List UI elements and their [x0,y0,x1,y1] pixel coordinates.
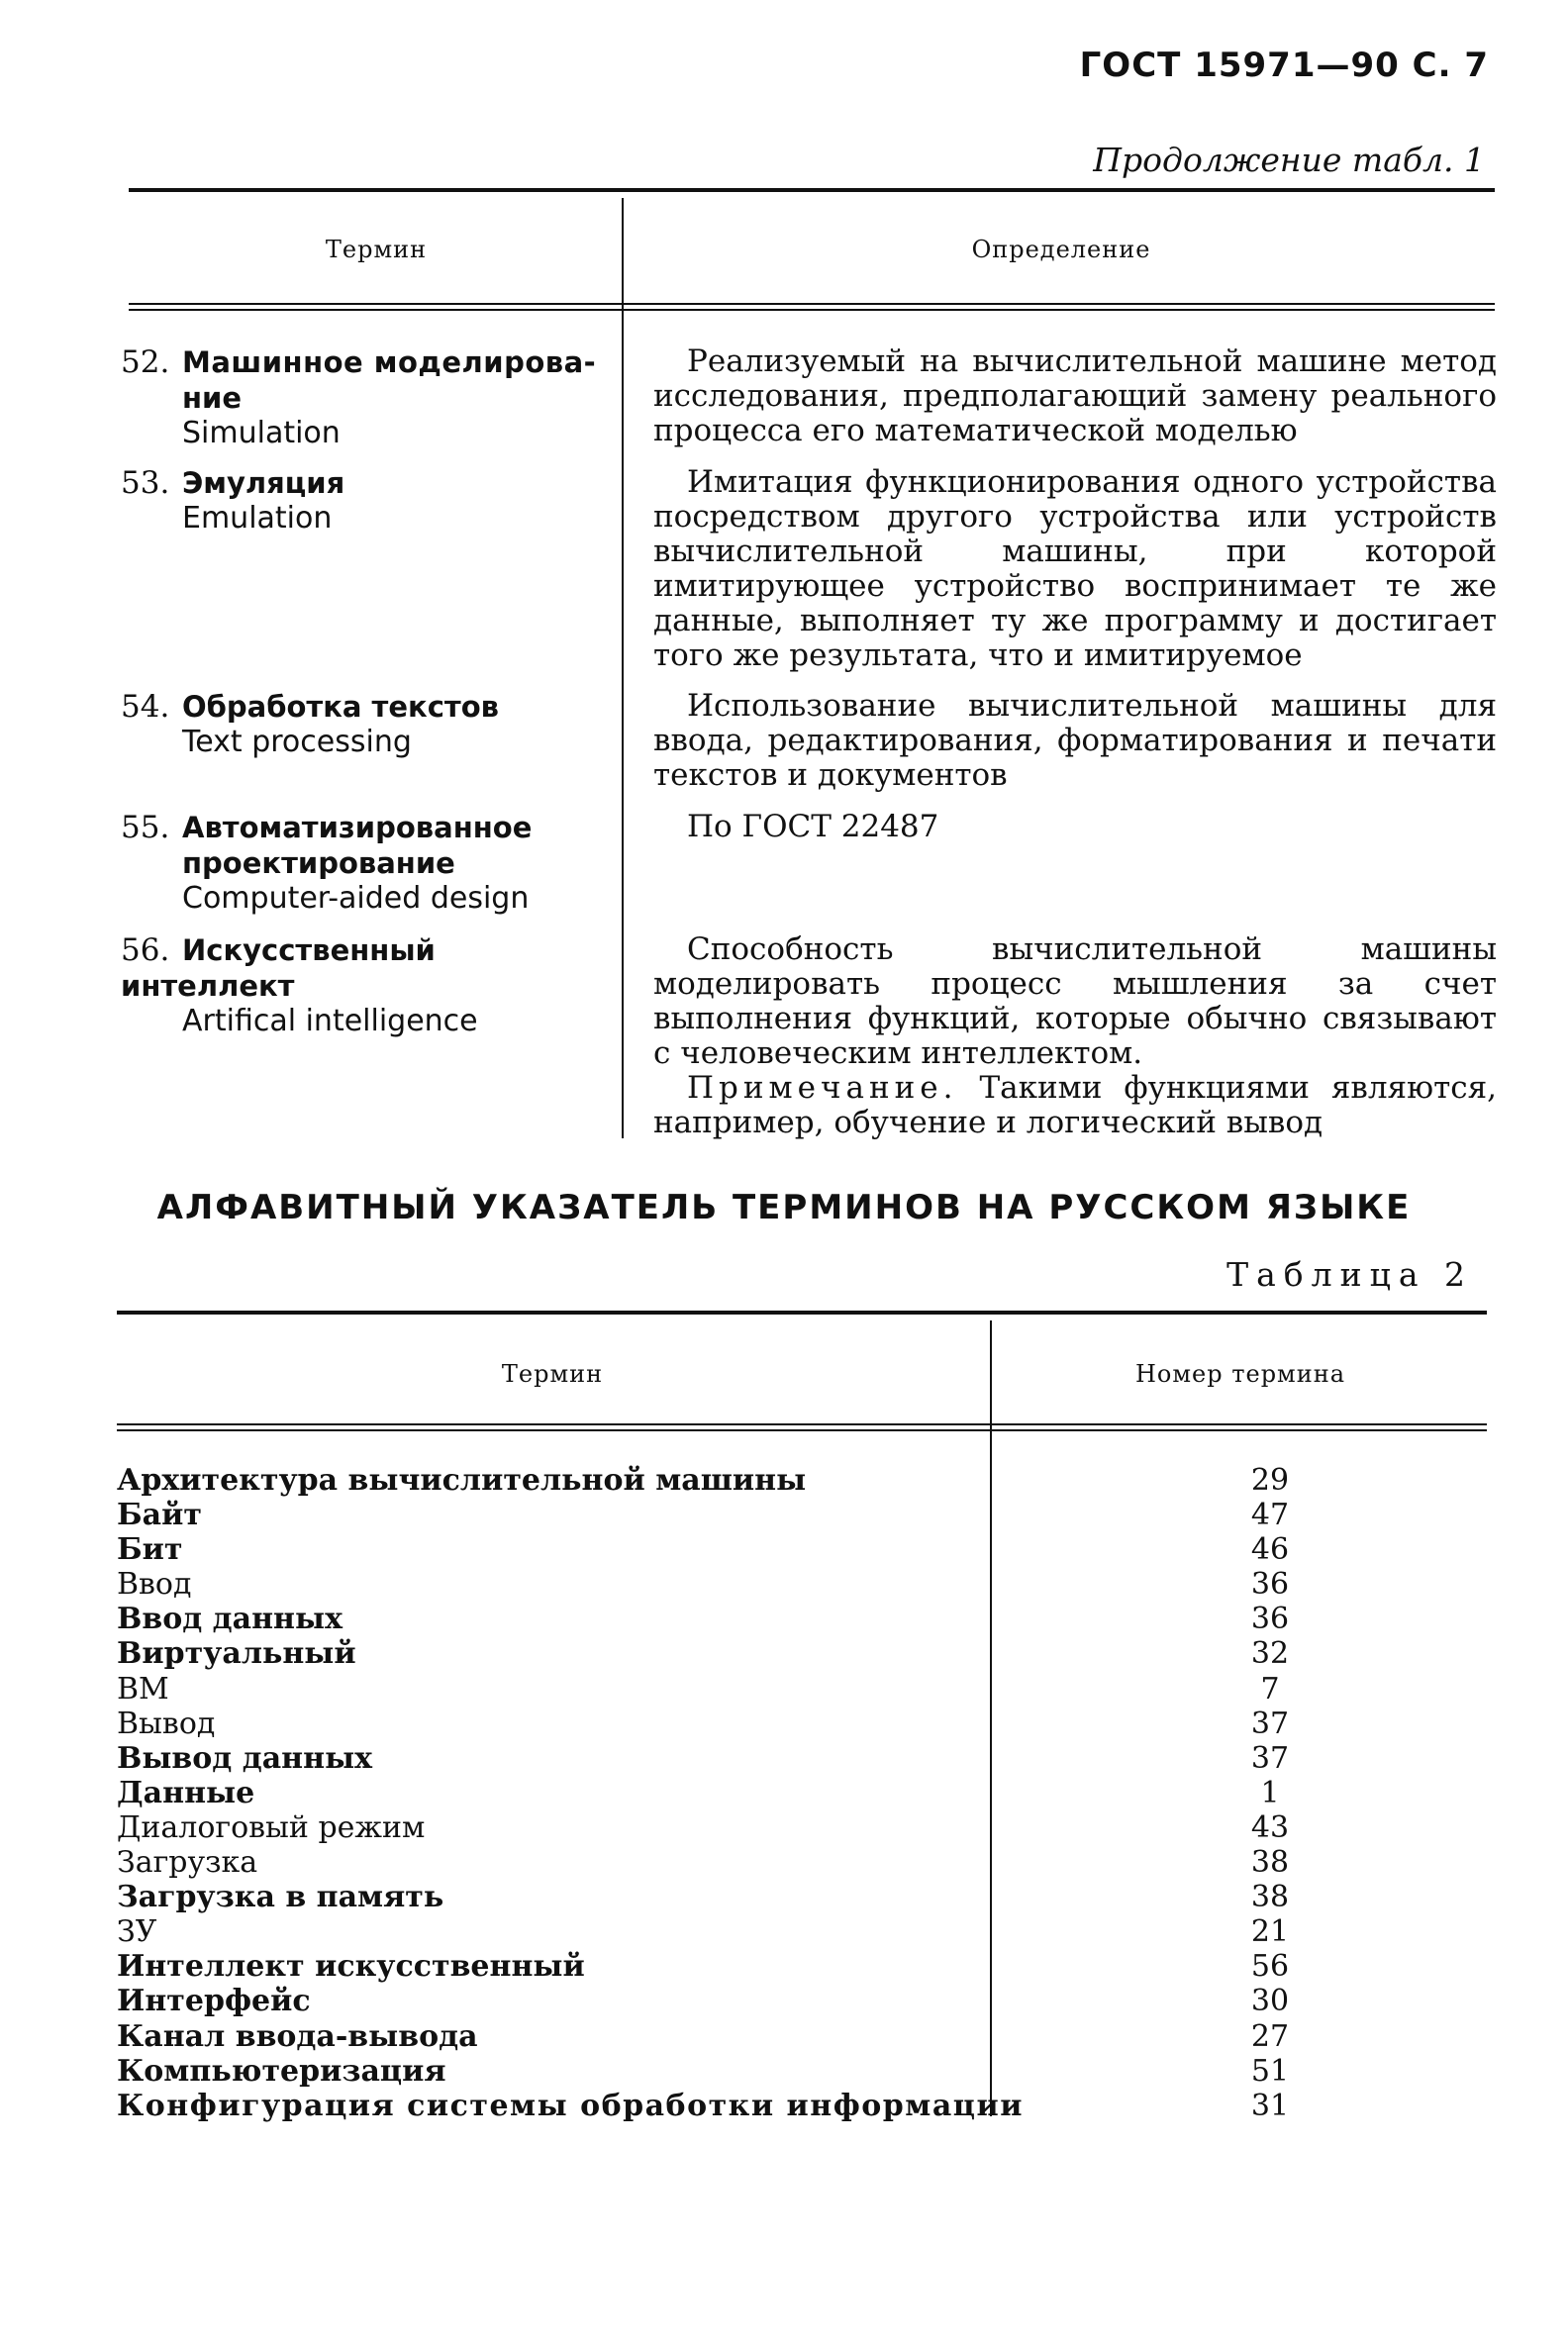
table-row [117,2054,1493,2089]
index-term-number: 43 [1250,1809,1290,1845]
index-term-number: 36 [1250,1567,1290,1603]
term-number: 56. [121,932,170,968]
index-term-number: 38 [1250,1845,1290,1881]
index-term-number: 51 [1250,2053,1290,2089]
definition-text: Способность вычислительной машины моделировать процесс мышления за счет выполнения функций, которые обычно связывают с человеческим интеллектом. [653,931,1497,1071]
note-text: Такими функциями являются, например, обучение и логический вывод [653,1070,1497,1140]
index-term-number: 46 [1250,1532,1290,1568]
term-ru: Обработка текстов [182,690,499,724]
table2-top-rule [117,1311,1487,1315]
index-term: Ввод [117,1567,192,1603]
index-term-number: 37 [1250,1740,1290,1776]
term-en: Text processing [182,725,412,759]
definition-cell [653,465,1497,673]
term-ru-cont: ние [182,381,243,415]
index-term: Байт [117,1498,202,1533]
table2-body [117,1463,1493,2123]
index-term: Вывод данных [117,1740,373,1776]
definition-cell [653,689,1497,793]
index-term: Загрузка в память [117,1880,444,1915]
table-row [117,1776,1493,1810]
index-term: Вывод [117,1706,216,1741]
term-cell [121,932,616,1039]
index-term: ЗУ [117,1914,157,1950]
index-term: Бит [117,1532,183,1568]
table-row [117,1880,1493,1914]
page-header: ГОСТ 15971—90 С. 7 [1079,46,1489,85]
term-number: 55. [121,810,170,845]
term-number: 53. [121,465,170,501]
index-term-number: 30 [1250,1984,1290,2019]
table-row [117,2019,1493,2054]
definition-text: Реализуемый на вычислительной машине метод исследования, предполагающий замену реального процесса его математической моделью [653,343,1497,448]
table1-col-term: Термин [325,236,428,263]
table-row [117,1949,1493,1984]
definition-cell [653,932,1497,1140]
index-term: Архитектура вычислительной машины [117,1463,807,1498]
definition-text: Использование вычислительной машины для ввода, редактирования, форматирования и печати текстов и документов [653,688,1497,793]
index-term: Ввод данных [117,1602,343,1637]
term-number: 52. [121,344,170,380]
definition-cell [653,810,1497,844]
table-continuation-label: Продолжение табл. 1 [1093,141,1485,179]
table-row [117,1741,1493,1776]
index-term-number: 47 [1250,1498,1290,1533]
index-term: Виртуальный [117,1636,356,1672]
term-cell [121,465,616,537]
term-cell [121,344,616,451]
table-row [117,1810,1493,1845]
index-term: Конфигурация системы обработки информации [117,2088,1024,2123]
term-cell [121,689,616,760]
table-row [117,1498,1493,1532]
index-term-number: 31 [1250,2088,1290,2123]
section-title: АЛФАВИТНЫЙ УКАЗАТЕЛЬ ТЕРМИНОВ НА РУССКОМ ЯЗЫКЕ [156,1188,1412,1227]
definition-cell [653,344,1497,448]
table-row [117,1707,1493,1741]
definition-text: Имитация функционирования одного устройства посредством другого устройства или устройств вычислительной машины, при которой имитирующее устройство воспринимает те же данные, выполняет ту же программу и достигает того же результата, что и имитируемое [653,464,1497,673]
table-row [117,1845,1493,1880]
table2-col-term: Термин [501,1360,604,1388]
term-ru: Машинное моделирова- [182,345,597,379]
note-label: Примечание. [687,1070,958,1106]
index-term-number: 1 [1260,1775,1280,1810]
index-term: Компьютеризация [117,2053,446,2089]
table-row [117,1672,1493,1707]
term-en: Artifical intelligence [182,1004,478,1038]
index-term: Канал ввода-вывода [117,2018,478,2054]
index-term: Загрузка [117,1845,258,1881]
table1-header-rule-2 [129,309,1495,311]
table-row [117,1463,1493,1498]
table1-column-divider [622,198,624,1138]
index-term-number: 21 [1250,1914,1290,1950]
table-row [117,1532,1493,1567]
index-term-number: 27 [1250,2018,1290,2054]
index-term-number: 56 [1250,1949,1290,1985]
index-term: Диалоговый режим [117,1809,426,1845]
table1-col-definition: Определение [971,236,1151,263]
term-en: Simulation [182,416,341,450]
table1-header-rule [129,303,1495,305]
table-row [117,1602,1493,1636]
table-row [117,2089,1493,2123]
definition-text: По ГОСТ 22487 [687,809,939,844]
term-ru-cont: проектирование [182,846,455,880]
index-term-number: 32 [1250,1636,1290,1672]
index-term-number: 29 [1250,1463,1290,1498]
index-term: Данные [117,1775,255,1810]
term-en: Computer-aided design [182,881,530,916]
table2-label: Таблица 2 [1226,1255,1473,1294]
term-cell [121,810,616,917]
index-term: ВМ [117,1671,169,1707]
table2-header-rule [117,1423,1487,1425]
term-number: 54. [121,689,170,725]
index-term-number: 38 [1250,1880,1290,1915]
index-term-number: 7 [1260,1671,1280,1707]
index-term-number: 36 [1250,1602,1290,1637]
table1-top-rule [129,188,1495,192]
table-row [117,1914,1493,1949]
table2-col-number: Номер термина [1134,1360,1346,1388]
table2-header-rule-2 [117,1429,1487,1431]
index-term: Интерфейс [117,1984,311,2019]
term-ru: Автоматизированное [182,811,533,844]
term-ru: Искусственный интеллект [121,933,436,1003]
table-row [117,1636,1493,1671]
index-term-number: 37 [1250,1706,1290,1741]
index-term: Интеллект искусственный [117,1949,585,1985]
table-row [117,1984,1493,2018]
term-ru: Эмуляция [182,466,345,500]
table-row [117,1567,1493,1602]
term-en: Emulation [182,501,333,536]
